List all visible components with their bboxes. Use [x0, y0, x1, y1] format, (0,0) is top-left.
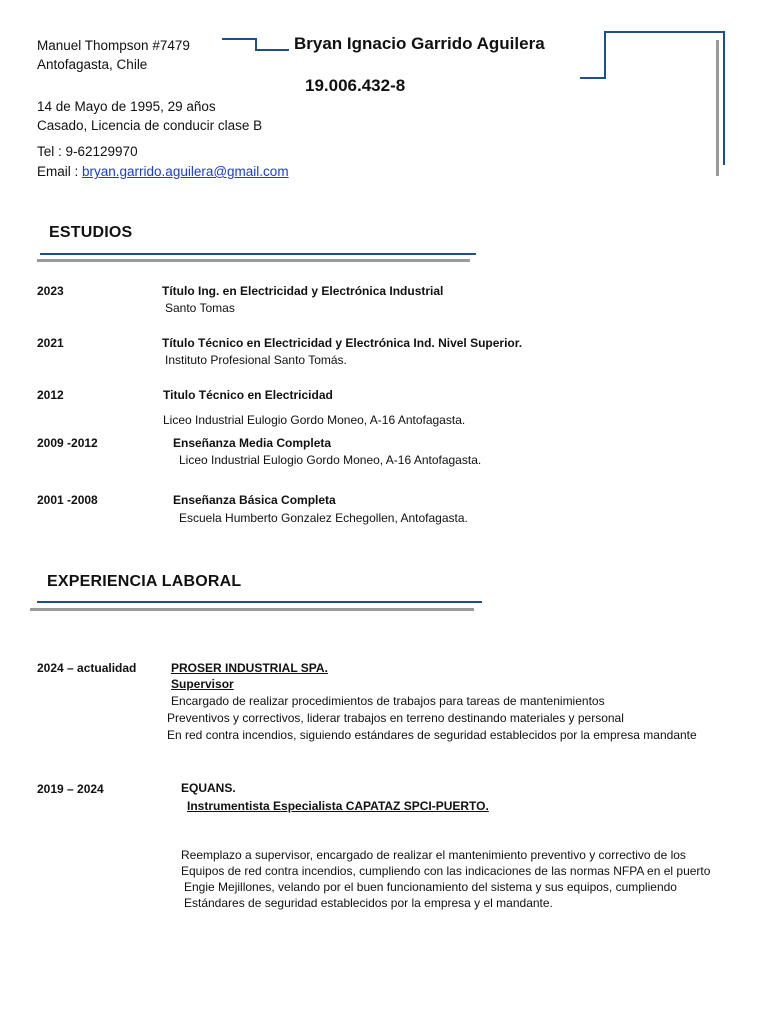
- section-title-experiencia: EXPERIENCIA LABORAL: [47, 573, 242, 590]
- study-year: 2009 -2012: [37, 436, 98, 450]
- study-place: Liceo Industrial Eulogio Gordo Moneo, A-16 Antofagasta.: [179, 453, 482, 467]
- study-title: Enseñanza Básica Completa: [173, 493, 336, 507]
- job-company: PROSER INDUSTRIAL SPA.: [171, 661, 328, 675]
- experiencia-rule-grey: [30, 608, 474, 611]
- email-row: [37, 163, 289, 180]
- study-place: Escuela Humberto Gonzalez Echegollen, Antofagasta.: [179, 511, 468, 525]
- job-role: Instrumentista Especialista CAPATAZ SPCI-PUERTO.: [187, 799, 489, 813]
- address-line-2: Antofagasta, Chile: [37, 57, 148, 72]
- job-company: EQUANS.: [181, 781, 236, 795]
- job-role: Supervisor: [171, 677, 234, 691]
- address-line-1: Manuel Thompson #7479: [37, 38, 190, 53]
- candidate-rut: 19.006.432-8: [305, 76, 406, 95]
- study-title: Título Técnico en Electricidad y Electrónica Ind. Nivel Superior.: [162, 336, 523, 350]
- study-place: Instituto Profesional Santo Tomás.: [165, 353, 347, 367]
- study-year: 2023: [37, 284, 64, 298]
- civil-status: Casado, Licencia de conducir clase B: [37, 118, 263, 133]
- job-description-line: En red contra incendios, siguiendo estándares de seguridad establecidos por la empresa mandante: [167, 728, 697, 742]
- phone: Tel : 9-62129970: [37, 144, 138, 159]
- job-description-line: Estándares de seguridad establecidos por la empresa y el mandante.: [184, 896, 553, 910]
- study-place: Santo Tomas: [165, 301, 235, 315]
- header-frame-bottom: [580, 77, 606, 79]
- study-title: Título Ing. en Electricidad y Electrónica Industrial: [162, 284, 444, 298]
- job-description-line: Engie Mejillones, velando por el buen funcionamiento del sistema y sus equipos, cumpliendo: [184, 880, 677, 894]
- header-frame-left: [604, 31, 606, 79]
- study-year: 2021: [37, 336, 64, 350]
- header-frame-shadow: [716, 40, 719, 176]
- estudios-rule-grey: [37, 259, 470, 262]
- study-title: Titulo Técnico en Electricidad: [163, 388, 333, 402]
- job-period: 2019 – 2024: [37, 782, 104, 796]
- header-connector-line-c: [255, 49, 289, 51]
- birth-info: 14 de Mayo de 1995, 29 años: [37, 99, 216, 114]
- job-description-line: Preventivos y correctivos, liderar trabajos en terreno destinando materiales y personal: [167, 711, 624, 725]
- email-link[interactable]: bryan.garrido.aguilera@gmail.com: [82, 164, 289, 179]
- header-frame-right: [723, 31, 725, 165]
- study-place: Liceo Industrial Eulogio Gordo Moneo, A-16 Antofagasta.: [163, 413, 466, 427]
- experiencia-rule-blue: [37, 601, 482, 603]
- candidate-name: Bryan Ignacio Garrido Aguilera: [294, 34, 545, 53]
- header-connector-line-a: [222, 38, 256, 40]
- header-frame-top: [604, 31, 724, 33]
- section-title-estudios: ESTUDIOS: [49, 224, 133, 241]
- job-description-line: Reemplazo a supervisor, encargado de realizar el mantenimiento preventivo y correctivo de los: [181, 848, 686, 862]
- job-period: 2024 – actualidad: [37, 661, 137, 675]
- study-year: 2012: [37, 388, 64, 402]
- job-description-line: Encargado de realizar procedimientos de trabajos para tareas de mantenimientos: [171, 694, 605, 708]
- email-label: Email :: [37, 164, 83, 179]
- job-description-line: Equipos de red contra incendios, cumpliendo con las indicaciones de las normas NFPA en el puerto: [181, 864, 711, 878]
- study-title: Enseñanza Media Completa: [173, 436, 332, 450]
- study-year: 2001 -2008: [37, 493, 98, 507]
- estudios-rule-blue: [40, 253, 476, 255]
